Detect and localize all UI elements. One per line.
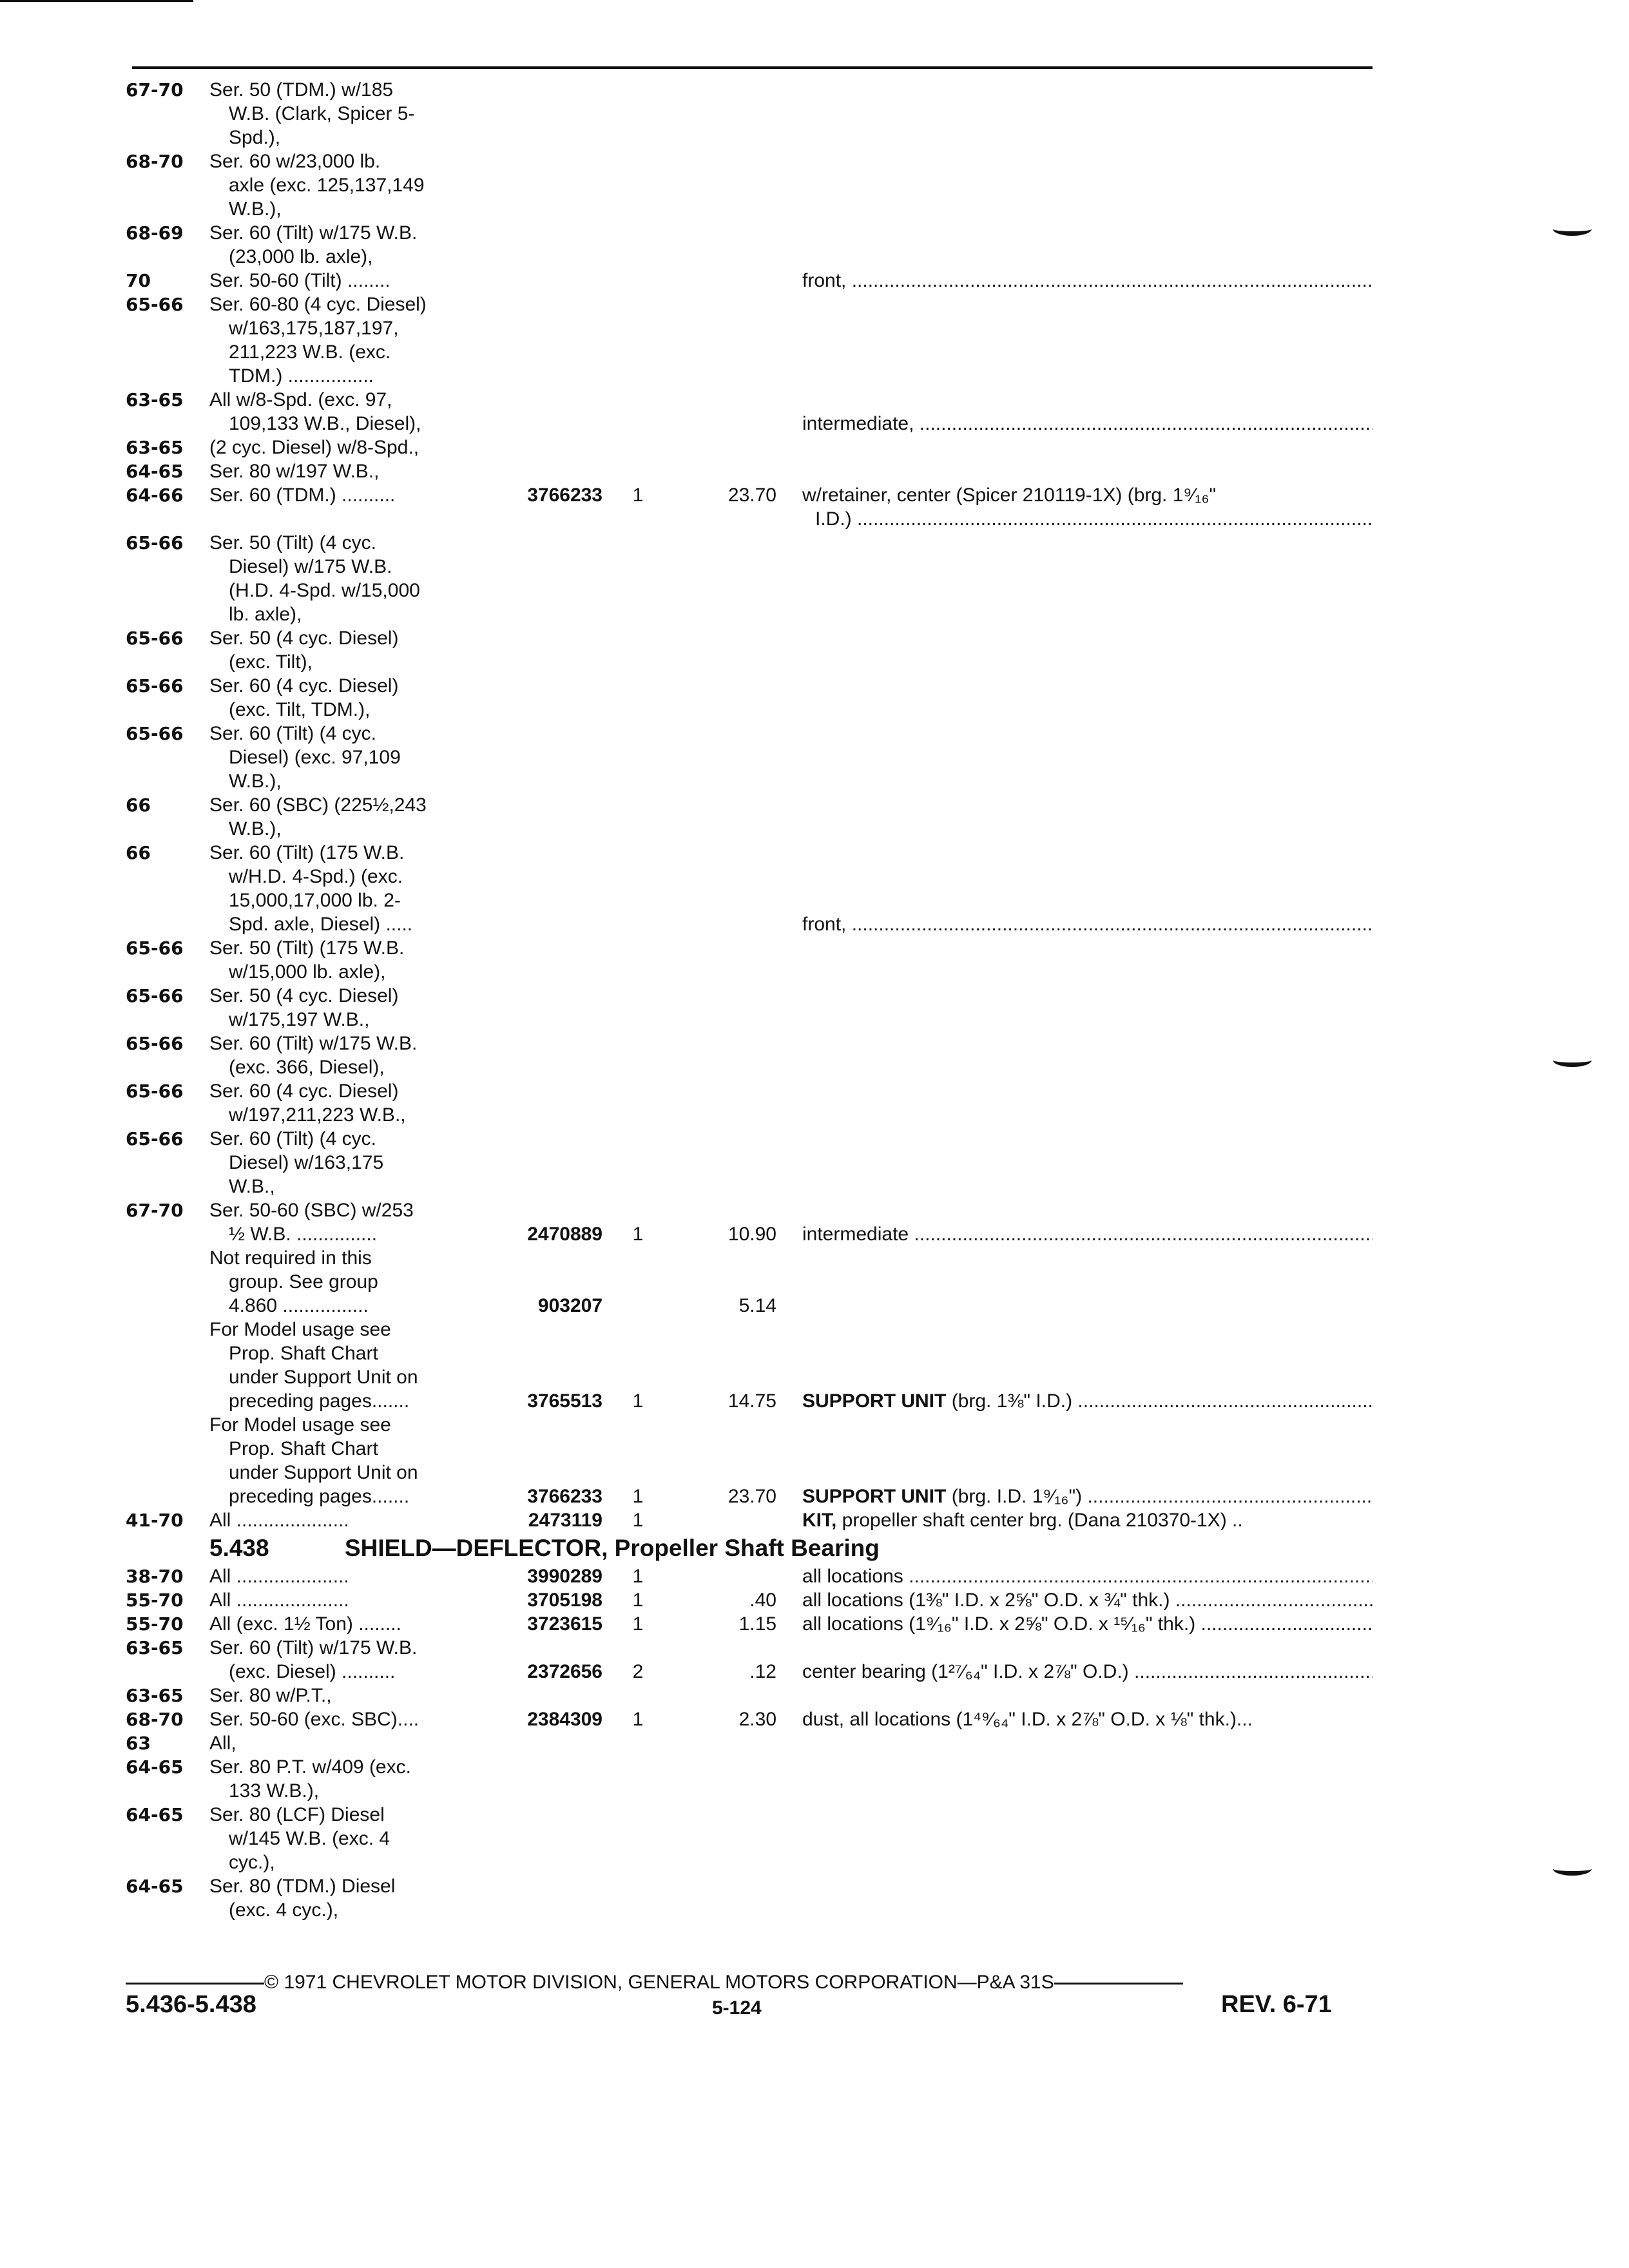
- desc-line: Ser. 60 (Tilt) w/175 W.B.: [209, 1033, 418, 1054]
- list-price: 1.15: [738, 1613, 776, 1635]
- part-entry: [126, 436, 1373, 459]
- header-rule: [132, 66, 1373, 69]
- model-years: 63: [126, 1733, 151, 1754]
- desc-line: All .....................: [209, 1566, 349, 1587]
- description-line: [802, 1588, 1373, 1612]
- part-entry: [126, 1564, 1373, 1588]
- desc-line: Ser. 50 (4 cyc. Diesel): [209, 628, 399, 649]
- desc-line: w/145 W.B. (exc. 4: [229, 1828, 390, 1849]
- part-entry: [126, 1636, 1373, 1684]
- model-years: 65-66: [126, 723, 184, 744]
- part-description: [802, 483, 1373, 531]
- desc-line: Ser. 50-60 (Tilt) ........: [209, 270, 390, 291]
- part-description: [802, 412, 1373, 436]
- description-line: [802, 1485, 1373, 1508]
- desc-line: (23,000 lb. axle),: [229, 246, 373, 267]
- desc-line: Ser. 50 (TDM.) w/185: [209, 79, 394, 101]
- quantity: 1: [632, 1590, 644, 1611]
- model-years: 64-66: [126, 485, 184, 506]
- application-desc: [209, 78, 615, 149]
- item-name: SUPPORT UNIT: [802, 1390, 947, 1412]
- model-years: 65-66: [126, 985, 184, 1006]
- desc-line: preceding pages.......: [229, 1486, 410, 1507]
- model-years: 63-65: [126, 389, 184, 410]
- desc-line: Ser. 80 (TDM.) Diesel: [209, 1876, 396, 1897]
- desc-line: 15,000,17,000 lb. 2-: [229, 890, 401, 911]
- model-years: 64-65: [126, 1756, 184, 1778]
- part-entry: [126, 626, 1373, 674]
- desc-line: under Support Unit on: [229, 1462, 418, 1483]
- part-entry: [126, 1198, 1373, 1246]
- desc-line: cyc.),: [229, 1852, 275, 1873]
- desc-line: lb. axle),: [229, 604, 302, 625]
- footer-revision: REV. 6-71: [1221, 1991, 1332, 2018]
- list-price: 14.75: [728, 1390, 776, 1412]
- desc-line: (exc. 4 cyc.),: [229, 1899, 339, 1921]
- model-years: 66: [126, 794, 151, 816]
- desc-line: Ser. 60 w/23,000 lb.: [209, 151, 381, 172]
- application-desc: [209, 1731, 615, 1755]
- desc-line: Prop. Shaft Chart: [229, 1438, 378, 1459]
- description-line: [802, 1389, 1373, 1413]
- part-description: [802, 1508, 1373, 1532]
- model-years: 63-65: [126, 1685, 184, 1706]
- model-years: 65-66: [126, 1033, 184, 1054]
- model-years: 41-70: [126, 1510, 184, 1531]
- list-price: 2.30: [738, 1709, 776, 1730]
- description-line: [802, 1707, 1373, 1731]
- model-years: 67-70: [126, 1200, 184, 1221]
- desc-line: Ser. 50 (4 cyc. Diesel): [209, 985, 399, 1006]
- desc-line: Ser. 80 w/P.T.,: [209, 1685, 332, 1706]
- part-number: 2384309: [527, 1709, 602, 1730]
- part-entry: [126, 1731, 1373, 1755]
- desc-line: All .....................: [209, 1590, 349, 1611]
- application-desc: [209, 841, 615, 936]
- description-text: all locations (1⁹⁄₁₆" I.D. x 2⅝" O.D. x ¹⁵⁄₁₆" thk.): [802, 1613, 1196, 1635]
- model-years: 68-69: [126, 222, 184, 244]
- part-entry: [126, 674, 1373, 722]
- description-text: (brg. I.D. 1⁹⁄₁₆"): [946, 1486, 1083, 1507]
- model-years: 65-66: [126, 937, 184, 959]
- part-number: 903207: [537, 1295, 602, 1316]
- desc-line: 211,223 W.B. (exc.: [229, 341, 391, 363]
- description-line: [802, 1660, 1373, 1684]
- list-price: 5.14: [738, 1295, 776, 1316]
- quantity: 2: [632, 1661, 644, 1682]
- desc-line: 4.860 ................: [229, 1295, 369, 1316]
- model-years: 64-65: [126, 1804, 184, 1825]
- section-title: SHIELD—DEFLECTOR, Propeller Shaft Bearing: [345, 1535, 880, 1561]
- model-years: 65-66: [126, 1128, 184, 1149]
- desc-line: W.B.,: [229, 1176, 275, 1197]
- description-text: intermediate,: [802, 413, 914, 434]
- description-text: front,: [802, 914, 847, 935]
- footer-copyright: © 1971 CHEVROLET MOTOR DIVISION, GENERAL MOTORS CORPORATION—P&A 31S: [126, 1972, 1363, 1994]
- part-number: 3766233: [527, 1486, 602, 1507]
- desc-line: Ser. 50-60 (SBC) w/253: [209, 1200, 414, 1221]
- desc-line: Ser. 50 (Tilt) (4 cyc.: [209, 532, 376, 553]
- desc-line: All .....................: [209, 1510, 349, 1531]
- desc-line: 133 W.B.),: [229, 1780, 320, 1802]
- model-years: 65-66: [126, 628, 184, 649]
- part-description: [802, 912, 1373, 936]
- part-entry: [126, 793, 1373, 841]
- part-entry: [126, 388, 1373, 436]
- part-entry: [126, 1508, 1373, 1532]
- application-desc: [209, 388, 615, 436]
- part-entry: [126, 1684, 1373, 1707]
- part-description: [802, 269, 1373, 293]
- part-entry: [126, 269, 1373, 293]
- description-line: [802, 1222, 1373, 1246]
- desc-line: Ser. 50-60 (exc. SBC)....: [209, 1709, 419, 1730]
- description-line: [802, 912, 1373, 936]
- application-desc: [209, 1803, 615, 1874]
- description-text: all locations: [802, 1566, 903, 1587]
- description-line: [802, 1612, 1373, 1636]
- margin-mark: [1553, 1053, 1592, 1067]
- desc-line: (exc. Tilt),: [229, 651, 313, 673]
- application-desc: [209, 1874, 615, 1922]
- description-text: I.D.): [815, 508, 852, 530]
- desc-line: ½ W.B. ...............: [229, 1224, 378, 1245]
- model-years: 38-70: [126, 1566, 184, 1587]
- part-entry: [126, 149, 1373, 221]
- desc-line: For Model usage see: [209, 1414, 391, 1436]
- model-years: 63-65: [126, 437, 184, 458]
- part-number: 3766233: [527, 485, 602, 506]
- part-entry: [126, 1588, 1373, 1612]
- part-entry: [126, 722, 1373, 793]
- desc-line: W.B.),: [229, 771, 282, 792]
- desc-line: Ser. 60 (TDM.) ..........: [209, 485, 396, 506]
- desc-line: Diesel) w/175 W.B.: [229, 556, 392, 577]
- application-desc: [209, 793, 615, 841]
- model-years: 70: [126, 270, 151, 291]
- section-heading: [209, 1532, 1373, 1564]
- part-entry: [126, 531, 1373, 626]
- desc-line: Diesel) w/163,175: [229, 1152, 384, 1173]
- description-line: [802, 1508, 1373, 1532]
- part-description: [802, 1389, 1373, 1413]
- part-entry: [126, 293, 1373, 388]
- description-line: [802, 507, 1373, 531]
- desc-line: Ser. 80 w/197 W.B.,: [209, 461, 380, 482]
- application-desc: [209, 221, 615, 269]
- desc-line: Ser. 50 (Tilt) (175 W.B.: [209, 937, 405, 959]
- part-entry: [126, 1318, 1373, 1413]
- model-years: 65-66: [126, 1081, 184, 1102]
- part-number: 3990289: [527, 1566, 602, 1587]
- desc-line: Ser. 80 P.T. w/409 (exc.: [209, 1756, 411, 1778]
- description-line: [802, 1564, 1373, 1588]
- quantity: 1: [632, 485, 644, 506]
- application-desc: [209, 626, 615, 674]
- desc-line: w/197,211,223 W.B.,: [229, 1104, 406, 1126]
- application-desc: [209, 531, 615, 626]
- application-desc: [209, 293, 615, 388]
- desc-line: Not required in this: [209, 1247, 372, 1269]
- desc-line: Ser. 60 (4 cyc. Diesel): [209, 675, 399, 697]
- desc-line: group. See group: [229, 1271, 378, 1293]
- desc-line: (2 cyc. Diesel) w/8-Spd.,: [209, 437, 419, 458]
- part-entry: [126, 1032, 1373, 1079]
- part-description: [802, 1707, 1373, 1731]
- part-entry: [126, 1612, 1373, 1636]
- desc-line: W.B.),: [229, 818, 282, 840]
- application-desc: [209, 1032, 615, 1079]
- list-price: .12: [749, 1661, 776, 1682]
- part-entry: [126, 1079, 1373, 1127]
- desc-line: (H.D. 4-Spd. w/15,000: [229, 580, 420, 601]
- desc-line: Spd. axle, Diesel) .....: [229, 914, 413, 935]
- quantity: 1: [632, 1486, 644, 1507]
- quantity: 1: [632, 1390, 644, 1412]
- quantity: 1: [632, 1510, 644, 1531]
- footer-page-number: 5-124: [712, 1997, 762, 2019]
- parts-list: [126, 78, 1373, 1922]
- description-line: [802, 483, 1373, 507]
- desc-line: w/163,175,187,197,: [229, 318, 399, 339]
- part-number: 2372656: [527, 1661, 602, 1682]
- desc-line: W.B. (Clark, Spicer 5-: [229, 103, 415, 124]
- description-text: intermediate: [802, 1224, 909, 1245]
- desc-line: (exc. 366, Diesel),: [229, 1057, 385, 1078]
- desc-line: TDM.) ................: [229, 365, 374, 387]
- part-entry: [126, 1755, 1373, 1803]
- desc-line: w/H.D. 4-Spd.) (exc.: [229, 866, 403, 887]
- model-years: 68-70: [126, 151, 184, 172]
- desc-line: Ser. 60 (Tilt) (175 W.B.: [209, 842, 405, 863]
- model-years: 64-65: [126, 1876, 184, 1897]
- desc-line: (exc. Tilt, TDM.),: [229, 699, 371, 720]
- desc-line: under Support Unit on: [229, 1367, 418, 1388]
- desc-line: Ser. 60 (Tilt) w/175 W.B.: [209, 222, 418, 244]
- part-entry: [126, 841, 1373, 936]
- part-description: [802, 1485, 1373, 1508]
- model-years: 65-66: [126, 675, 184, 697]
- desc-line: All (exc. 1½ Ton) ........: [209, 1613, 401, 1635]
- application-desc: [209, 936, 615, 984]
- model-years: 68-70: [126, 1709, 184, 1730]
- model-years: 67-70: [126, 79, 184, 101]
- model-years: 63-65: [126, 1637, 184, 1658]
- list-price: 23.70: [728, 485, 776, 506]
- part-number: 3723615: [527, 1613, 602, 1635]
- item-name: KIT,: [802, 1510, 837, 1531]
- desc-line: All,: [209, 1733, 236, 1754]
- part-entry: [126, 936, 1373, 984]
- part-number: 3705198: [527, 1590, 602, 1611]
- part-entry: [126, 483, 1373, 531]
- desc-line: w/175,197 W.B.,: [229, 1009, 370, 1030]
- part-entry: [126, 1246, 1373, 1318]
- application-desc: [209, 984, 615, 1032]
- margin-mark: [1553, 222, 1592, 236]
- part-entry: [126, 1874, 1373, 1922]
- footer-section-range: 5.436-5.438: [126, 1991, 256, 2018]
- part-description: [802, 1612, 1373, 1636]
- part-description: [802, 1660, 1373, 1684]
- description-text: propeller shaft center brg. (Dana 210370-1X) ..: [836, 1510, 1243, 1531]
- part-entry: [126, 984, 1373, 1032]
- desc-line: W.B.),: [229, 198, 282, 220]
- quantity: 1: [632, 1224, 644, 1245]
- part-entry: [126, 459, 1373, 483]
- desc-line: Ser. 60 (SBC) (225½,243: [209, 794, 427, 816]
- description-text: front,: [802, 270, 847, 291]
- desc-line: Ser. 80 (LCF) Diesel: [209, 1804, 385, 1825]
- desc-line: Ser. 60-80 (4 cyc. Diesel): [209, 294, 427, 315]
- top-rule: [0, 0, 193, 2]
- list-price: 10.90: [728, 1224, 776, 1245]
- part-description: [802, 1222, 1373, 1246]
- part-description: [802, 1588, 1373, 1612]
- description-line: [802, 269, 1373, 293]
- quantity: 1: [632, 1613, 644, 1635]
- desc-line: (exc. Diesel) ..........: [229, 1661, 396, 1682]
- desc-line: All w/8-Spd. (exc. 97,: [209, 389, 392, 410]
- section-number: 5.438: [209, 1535, 269, 1561]
- description-text: all locations (1⅜" I.D. x 2⅝" O.D. x ¾" thk.): [802, 1590, 1170, 1611]
- desc-line: 109,133 W.B., Diesel),: [229, 413, 421, 434]
- margin-mark: [1553, 1862, 1592, 1876]
- desc-line: Spd.),: [229, 127, 281, 148]
- application-desc: [209, 459, 615, 483]
- part-entry: [126, 78, 1373, 149]
- model-years: 65-66: [126, 532, 184, 553]
- desc-line: preceding pages.......: [229, 1390, 410, 1412]
- desc-line: w/15,000 lb. axle),: [229, 961, 386, 983]
- part-entry: [126, 1707, 1373, 1731]
- desc-line: Ser. 60 (Tilt) w/175 W.B.: [209, 1637, 418, 1658]
- model-years: 55-70: [126, 1590, 184, 1611]
- list-price: .40: [749, 1590, 776, 1611]
- desc-line: Ser. 60 (4 cyc. Diesel): [209, 1081, 399, 1102]
- desc-line: For Model usage see: [209, 1319, 391, 1340]
- model-years: 65-66: [126, 294, 184, 315]
- description-line: [802, 412, 1373, 436]
- part-description: [802, 1564, 1373, 1588]
- application-desc: [209, 1079, 615, 1127]
- desc-line: Ser. 60 (Tilt) (4 cyc.: [209, 723, 376, 744]
- model-years: 55-70: [126, 1613, 184, 1635]
- part-number: 3765513: [527, 1390, 602, 1412]
- application-desc: [209, 436, 615, 459]
- desc-line: axle (exc. 125,137,149: [229, 175, 425, 196]
- quantity: 1: [632, 1709, 644, 1730]
- list-price: 23.70: [728, 1486, 776, 1507]
- quantity: 1: [632, 1566, 644, 1587]
- application-desc: [209, 722, 615, 793]
- application-desc: [209, 1755, 615, 1803]
- application-desc: [209, 269, 615, 293]
- part-entry: [126, 1127, 1373, 1198]
- application-desc: [209, 149, 615, 221]
- application-desc: [209, 1684, 615, 1707]
- part-number: 2470889: [527, 1224, 602, 1245]
- description-text: (brg. 1⅜" I.D.): [946, 1390, 1073, 1412]
- desc-line: Prop. Shaft Chart: [229, 1343, 378, 1364]
- part-entry: [126, 221, 1373, 269]
- item-name: SUPPORT UNIT: [802, 1486, 947, 1507]
- description-text: center bearing (1²⁷⁄₆₄" I.D. x 2⅞" O.D.): [802, 1661, 1129, 1682]
- part-entry: [126, 1803, 1373, 1874]
- desc-line: Ser. 60 (Tilt) (4 cyc.: [209, 1128, 376, 1149]
- part-number: 2473119: [528, 1510, 602, 1531]
- model-years: 64-65: [126, 461, 184, 482]
- application-desc: [209, 1127, 615, 1198]
- description-text: dust, all locations (1⁴⁹⁄₆₄" I.D. x 2⅞" O.D. x ⅛" thk.)...: [802, 1709, 1253, 1730]
- application-desc: [209, 674, 615, 722]
- desc-line: Diesel) (exc. 97,109: [229, 747, 401, 768]
- model-years: 66: [126, 842, 151, 863]
- part-entry: [126, 1413, 1373, 1508]
- description-text: w/retainer, center (Spicer 210119-1X) (brg. 1⁹⁄₁₆": [802, 485, 1217, 506]
